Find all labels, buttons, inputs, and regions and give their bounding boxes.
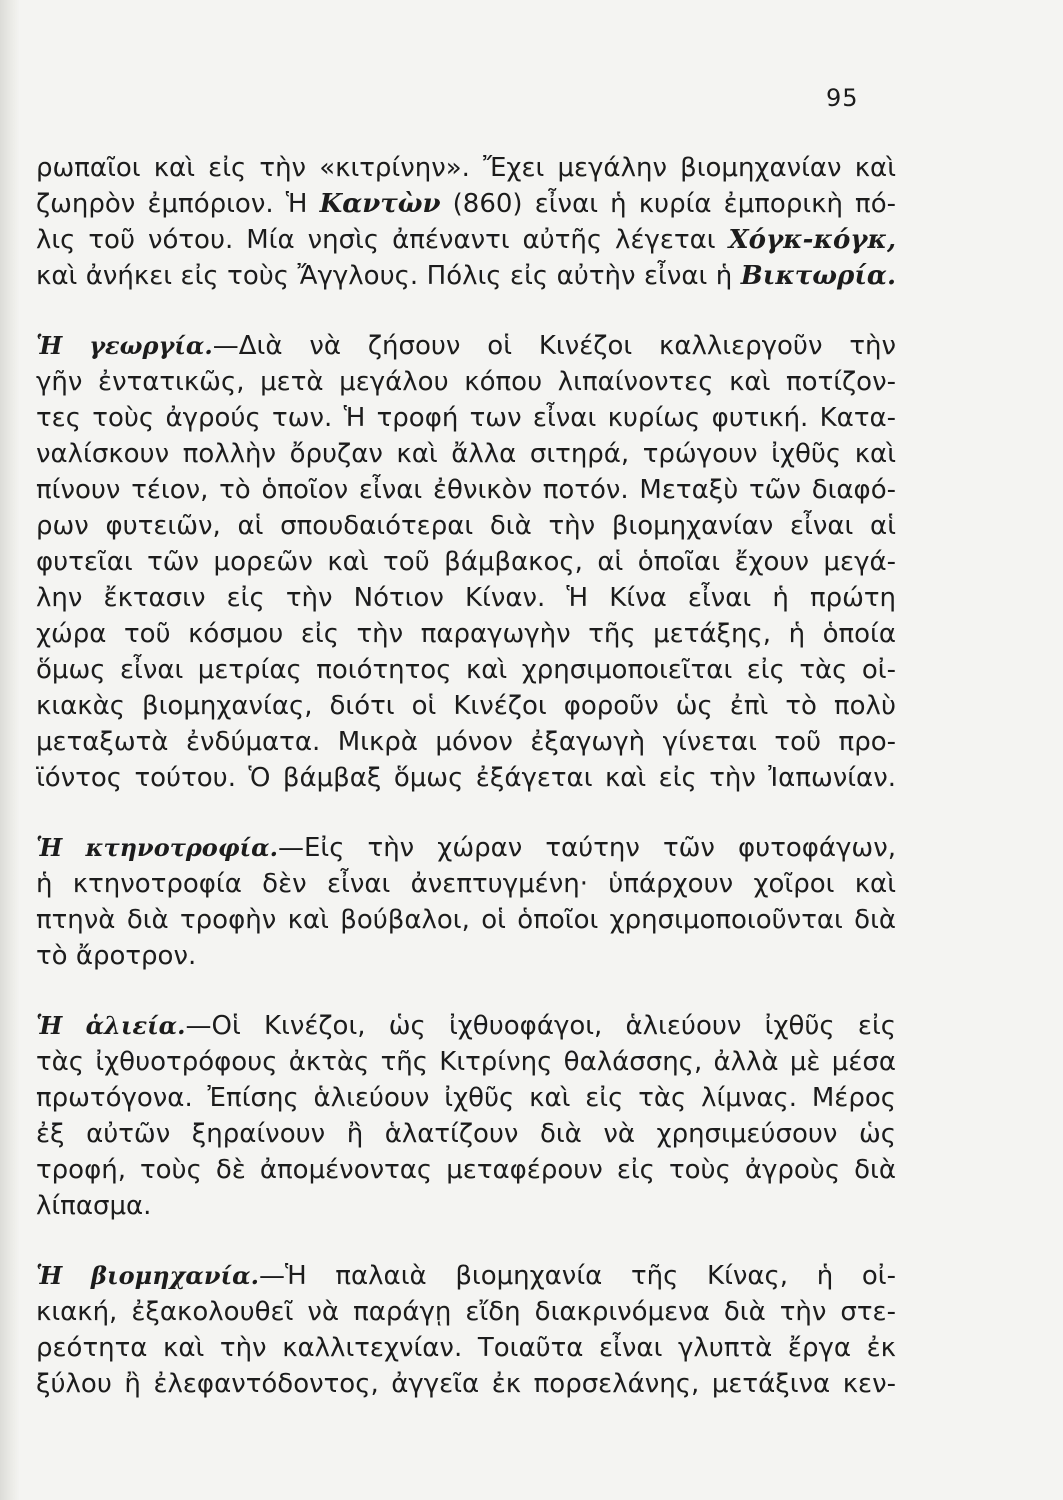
text-line: γῆν ἐντατικῶς, μετὰ μεγάλου κόπου λιπαίνοντες καὶ ποτίζον- xyxy=(36,367,896,397)
section-heading-fishing: Ἡ ἁλιεία. xyxy=(36,1011,186,1040)
text-line: Ἡ ἁλιεία.—Οἱ Κινέζοι, ὡς ἰχθυοφάγοι, ἁλιεύουν ἰχθῦς εἰς xyxy=(36,1011,896,1041)
text-line: τροφή, τοὺς δὲ ἀπομένοντας μεταφέρουν εἰς τοὺς ἀγροὺς διὰ xyxy=(36,1155,896,1185)
text-line: ϊόντος τούτου. Ὁ βάμβαξ ὅμως ἐξάγεται καὶ εἰς τὴν Ἰαπωνίαν. xyxy=(36,763,896,793)
text-line: ρεότητα καὶ τὴν καλλιτεχνίαν. Τοιαῦτα εἶναι γλυπτὰ ἔργα ἐκ xyxy=(36,1333,896,1363)
text-line: τὸ ἄροτρον. xyxy=(36,941,197,971)
text-line: ναλίσκουν πολλὴν ὄρυζαν καὶ ἄλλα σιτηρά, τρώγουν ἰχθῦς καὶ xyxy=(36,439,896,469)
text-line: καὶ ἀνήκει εἰς τοὺς Ἄγγλους. Πόλις εἰς αὐτὴν εἶναι ἡ Βικτωρία. xyxy=(36,261,896,291)
place-name: Χόγκ-κόγκ, xyxy=(728,225,896,255)
place-name: Καντὼν xyxy=(319,189,441,219)
text-line: πρωτόγονα. Ἐπίσης ἁλιεύουν ἰχθῦς καὶ εἰς τὰς λίμνας. Μέρος xyxy=(36,1083,896,1113)
text-line: πίνουν τέιον, τὸ ὁποῖον εἶναι ἐθνικὸν ποτόν. Μεταξὺ τῶν διαφό- xyxy=(36,475,896,505)
page-number: 95 xyxy=(826,84,859,112)
text-line: ρων φυτειῶν, αἱ σπουδαιότεραι διὰ τὴν βιομηχανίαν εἶναι αἱ xyxy=(36,511,896,541)
text-line: φυτεῖαι τῶν μορεῶν καὶ τοῦ βάμβακος, αἱ ὁποῖαι ἔχουν μεγά- xyxy=(36,547,896,577)
text-line: ἐξ αὐτῶν ξηραίνουν ἢ ἁλατίζουν διὰ νὰ χρησιμεύσουν ὡς xyxy=(36,1119,896,1149)
text-line: ξύλου ἢ ἐλεφαντόδοντος, ἀγγεῖα ἐκ πορσελάνης, μετάξινα κεν- xyxy=(36,1369,896,1399)
text-line: ρωπαῖοι καὶ εἰς τὴν «κιτρίνην». Ἔχει μεγάλην βιομηχανίαν καὶ xyxy=(36,153,896,183)
place-name: Βικτωρία. xyxy=(740,261,896,291)
text-line: λις τοῦ νότου. Μία νησὶς ἀπέναντι αὐτῆς λέγεται Χόγκ-κόγκ, xyxy=(36,225,896,255)
text-line: λίπασμα. xyxy=(36,1191,152,1221)
text-line: κιακή, ἐξακολουθεῖ νὰ παράγῃ εἴδη διακρινόμενα διὰ τὴν στε- xyxy=(36,1297,896,1327)
text-line: λην ἔκτασιν εἰς τὴν Νότιον Κίναν. Ἡ Κίνα εἶναι ἡ πρώτη xyxy=(36,583,896,613)
text-line: χώρα τοῦ κόσμου εἰς τὴν παραγωγὴν τῆς μετάξης, ἡ ὁποία xyxy=(36,619,896,649)
book-spine-shadow xyxy=(0,0,20,1500)
text-line: ὅμως εἶναι μετρίας ποιότητος καὶ χρησιμοποιεῖται εἰς τὰς οἰ- xyxy=(36,655,896,685)
text-line: Ἡ γεωργία.—Διὰ νὰ ζήσουν οἱ Κινέζοι καλλιεργοῦν τὴν xyxy=(36,331,896,361)
text-line: Ἡ κτηνοτροφία.—Εἰς τὴν χώραν ταύτην τῶν φυτοφάγων, xyxy=(36,833,896,863)
text-line: τες τοὺς ἀγρούς των. Ἡ τροφή των εἶναι κυρίως φυτική. Κατα- xyxy=(36,403,896,433)
text-line: κιακὰς βιομηχανίας, διότι οἱ Κινέζοι φοροῦν ὡς ἐπὶ τὸ πολὺ xyxy=(36,691,896,721)
section-heading-agriculture: Ἡ γεωργία. xyxy=(36,331,213,360)
text-line: ἡ κτηνοτροφία δὲν εἶναι ἀνεπτυγμένη· ὑπάρχουν χοῖροι καὶ xyxy=(36,869,896,899)
text-line: μεταξωτὰ ἐνδύματα. Μικρὰ μόνον ἐξαγωγὴ γίνεται τοῦ προ- xyxy=(36,727,896,757)
section-heading-livestock: Ἡ κτηνοτροφία. xyxy=(36,833,278,862)
text-line: τὰς ἰχθυοτρόφους ἀκτὰς τῆς Κιτρίνης θαλάσσης, ἀλλὰ μὲ μέσα xyxy=(36,1047,896,1077)
text-line: ζωηρὸν ἐμπόριον. Ἡ Καντὼν (860) εἶναι ἡ κυρία ἐμπορικὴ πό- xyxy=(36,189,896,219)
section-heading-industry: Ἡ βιομηχανία. xyxy=(36,1261,259,1290)
text-line: πτηνὰ διὰ τροφὴν καὶ βούβαλοι, οἱ ὁποῖοι χρησιμοποιοῦνται διὰ xyxy=(36,905,896,935)
text-line: Ἡ βιομηχανία.—Ἡ παλαιὰ βιομηχανία τῆς Κίνας, ἡ οἰ- xyxy=(36,1261,896,1291)
